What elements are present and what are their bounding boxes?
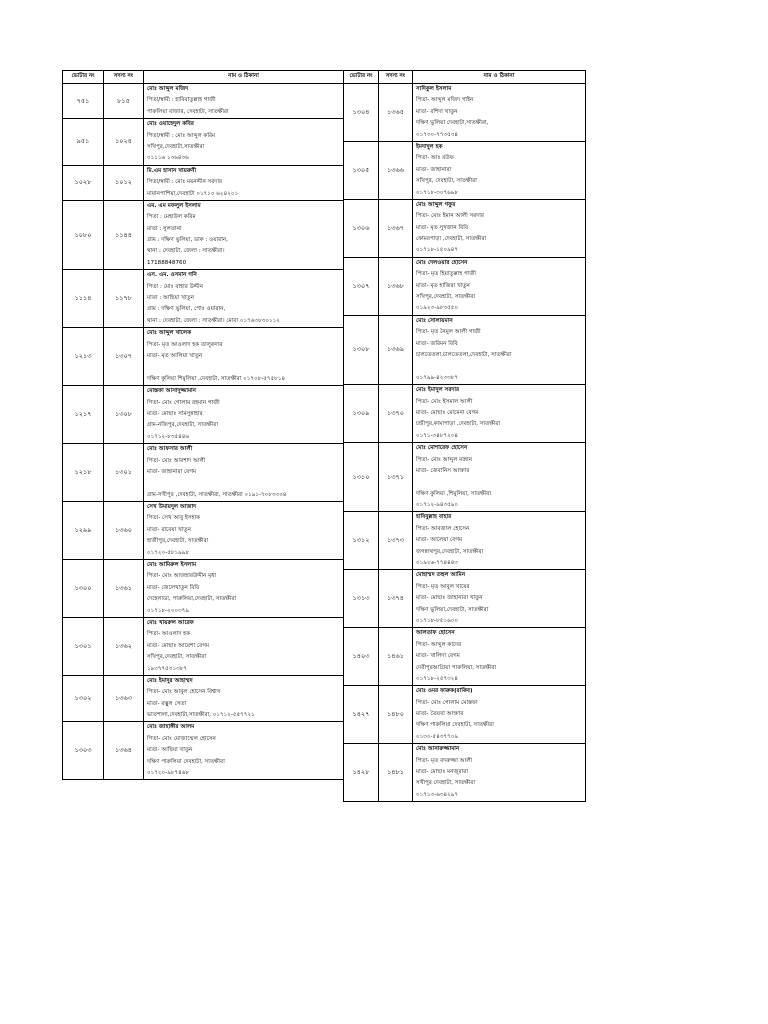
address-line: দক্ষিণ ভুলিয়া দেবহাটা,সাতক্ষীরা, <box>416 120 489 127</box>
address-line: সখিপুর,দেবহাটা, সাতক্ষীরা <box>416 294 476 301</box>
name-address-cell <box>413 141 586 199</box>
address-line: মাতা- তৈয়বা আক্তার <box>416 711 464 718</box>
address-line: পিতা- মোঃ আজহারউদ্দীন মৃধা <box>147 573 217 580</box>
address-line: গ্রাম : দক্ষিণ ভুলিয়া, পোঃ ওয়ারান, <box>147 306 226 313</box>
table-row <box>63 270 344 328</box>
address-line: গ্রাম : দক্ষিণ ভুলিয়া, ডাক : ওয়ারান, <box>147 237 228 244</box>
member-name: মোহাম্মদ তহুল আমিন <box>416 572 466 579</box>
name-address-cell <box>413 443 586 512</box>
table-row <box>344 141 586 199</box>
table-row <box>63 386 344 444</box>
name-address-cell <box>144 560 344 618</box>
address-line: ০১৭১৮-৮৫১৬০০ <box>416 617 458 624</box>
member-name: মোঃ জাহাঙ্গীর আলম <box>147 724 195 731</box>
address-line: পিতা- মোঃ গোলাম রহমান গাজী <box>147 399 220 406</box>
member-number: ১১৭৮ <box>104 270 144 328</box>
name-address-cell <box>144 722 344 780</box>
member-number: ১৪৮০ <box>379 686 413 744</box>
address-line <box>144 362 343 373</box>
address-line: পিতা/স্বামী : হাবিবাতুল্লাহ গাজী <box>147 97 216 104</box>
vote-number: ১৩০৮ <box>344 315 379 384</box>
address-line: ০১৭১৮-২০০৩৭৯ <box>147 607 189 614</box>
vote-number: ১৩০৪ <box>344 84 379 142</box>
address-line: মাতা- জেবানিস আক্তার <box>416 467 470 474</box>
address-line: ০১৭১২-৮৩৫৪৪৬ <box>147 433 189 440</box>
member-number: ১১৪৪ <box>104 200 144 269</box>
address-line: পিতা- মোঃ গোলাম মোস্তফা <box>416 699 478 706</box>
vote-number: ১৩০৯ <box>344 385 379 443</box>
address-line: ০১৭১-৩৪৮৭২০৪ <box>416 432 458 439</box>
member-number: ১৪৬১ <box>379 628 413 686</box>
name-address-cell <box>144 328 344 386</box>
address-line: মাতা- জরিমন বিবি <box>416 340 458 347</box>
member-name: মোঃ ওয়াহেদুল কবির <box>147 121 194 128</box>
address-line: সখিপুর,দেবহাটা, সাতক্ষীরা <box>147 654 207 661</box>
address-line: ০১৭৩০-৭৭৩৫৩৪ <box>416 131 459 138</box>
address-line <box>413 361 585 372</box>
address-line: পিতা- মৃত হিয়াতুল্লাহ গাজী <box>416 271 476 278</box>
member-number: ১৩৭৪ <box>379 570 413 628</box>
address-line: ০১৭২০-৯৮৭৪৬৮ <box>147 770 189 777</box>
address-line: মাতা- জাহানারা বেগম <box>147 468 197 475</box>
name-address-cell <box>144 444 344 502</box>
name-address-cell <box>144 200 344 269</box>
name-address-cell <box>144 84 344 119</box>
member-number: ১৩৬৬ <box>379 141 413 199</box>
table-row <box>63 722 344 780</box>
member-number: ১৩৬১ <box>104 560 144 618</box>
address-line: ০১৭১২-৯৪৩৫৯০ <box>416 502 458 509</box>
vote-number: ১৩০৩ <box>63 722 104 780</box>
address-line: দেহেলাডা, পারুলিয়া,দেবহাটা, সাতক্ষীরা <box>147 596 237 603</box>
name-address-cell <box>413 686 586 744</box>
address-line: চালতেতলা,চালতেতলা,দেবহাটা, সাতক্ষীরা <box>416 351 512 358</box>
address-line: দক্ষিণ কুলিয়া ,শিমুলিয়া, সাতক্ষীরা <box>416 490 491 497</box>
address-line: মাতা- জাহানারা <box>416 166 452 173</box>
address-line <box>144 478 343 489</box>
vote-number: ১৩০১ <box>63 617 104 675</box>
vote-number: ১৩১২ <box>344 512 379 570</box>
address-line: ০১৩০-৫৪৩৭৭০৯ <box>416 733 458 740</box>
address-line: ০১৭৯৯-৪২৩৩৮৭ <box>416 374 458 381</box>
address-line: পিতা- মৃত আওলাদ হক তালুকদার <box>147 341 223 348</box>
address-line: মাতা- আছিয়া খাতুন <box>147 747 193 754</box>
table-row <box>344 257 586 315</box>
header-row <box>63 71 344 84</box>
address-line: পিতা- আঃ রউফ <box>416 155 454 162</box>
address-line: দেবীপুরআগ্রিয়া পারুলিয়া, সাতক্ষীরা <box>416 664 497 671</box>
table-row <box>344 570 586 628</box>
address-line: মাতা- রশিদা খাতুন <box>416 108 458 115</box>
address-line: পিতা- আব্দুল মজিদ গাইন <box>416 97 474 104</box>
member-number: ১৩০১ <box>104 444 144 502</box>
table-row <box>63 200 344 269</box>
member-number: ১৩৭০ <box>379 385 413 443</box>
address-line: পিতা- মোঃ আরশাদ আলী <box>147 457 206 464</box>
address-line: মাতা : আছিয়া খাতুন <box>147 295 195 302</box>
address-line: মাতা : সুলতানা <box>147 225 182 232</box>
member-name: সেখ উমায়দুল আজাদ <box>147 504 197 511</box>
member-name: মোঃ ইমাদুর আহাম্মদ <box>147 677 193 684</box>
address-line: মাতা- রাবেয়া খাতুন <box>147 526 191 533</box>
vote-number: ১২১৭ <box>63 386 104 444</box>
address-line: মাতা- মোছাঃ জাহানারা খাতুন <box>416 595 483 602</box>
vote-number: ১৪০৩ <box>344 628 379 686</box>
name-address-cell <box>413 385 586 443</box>
table-row <box>63 328 344 386</box>
member-name: মোঃ ইমাদুল সরদার <box>416 387 460 394</box>
address-line: মাতা- আলেয়া বেগম <box>416 537 463 544</box>
name-address-cell <box>144 675 344 722</box>
member-number: ১৩৬৪ <box>104 722 144 780</box>
address-line: পিতা- মৃত নৈমুল আলী গাজী <box>416 329 481 336</box>
name-address-cell <box>413 257 586 315</box>
vote-number: ১৩০৬ <box>344 199 379 257</box>
vote-number: ১৩১০ <box>344 443 379 512</box>
vote-number: ৭৫১ <box>63 84 104 119</box>
table-row <box>344 315 586 384</box>
member-name: মোঃ আফসার আলী <box>147 446 193 453</box>
table-row <box>344 199 586 257</box>
address-line: মাতা- মোছাঃ মোমেনা বেগম <box>416 409 479 416</box>
member-number: ১৩৬৫ <box>379 84 413 142</box>
table-row <box>63 165 344 200</box>
vote-number: ১০৮০ <box>63 200 104 269</box>
member-name: এস. এম. ওসমান গনি <box>147 272 197 279</box>
address-line: দক্ষিণ ভুলিয়া,দেবহাটা, সাতক্ষীরা <box>416 606 489 613</box>
name-address-cell <box>413 512 586 570</box>
address-line: পিতা- মৃত আবুল খায়ের <box>416 583 470 590</box>
table-row <box>344 512 586 570</box>
name-address-header: নাম ও ঠিকানা <box>144 71 344 84</box>
address-line: পিতা/স্বামী : মোঃ আব্দুল করিম <box>147 132 216 139</box>
address-line: চন্ডীপুর,কামাপাড়া ,দেবহাটা, সাতক্ষীরা <box>416 421 501 428</box>
address-line: পিতা- মৃত বদরুজ্জা আলী <box>416 757 473 764</box>
address-line: 17188848760 <box>147 259 187 266</box>
name-address-cell <box>144 119 344 166</box>
address-line: মাতা- রত্নুল সেতা <box>147 700 187 707</box>
address-line: দক্ষিণ কুলিয়া শিমুলিয়া ,দেবহাটা, সাতক্ষীরা ০১৭০৮-৫৭৫৮১৪ <box>147 375 286 382</box>
name-address-cell <box>144 617 344 675</box>
address-line: সখিপুর, দেবহাটা, সাতক্ষীরা <box>416 178 477 185</box>
address-line: পিতা : মেহাউল করিম <box>147 214 196 221</box>
member-number: ১৩৬৮ <box>379 257 413 315</box>
member-name: মোঃ ওমর ফারুক(রাকিব) <box>416 688 473 695</box>
vote-number: ১০২৮ <box>63 165 104 200</box>
address-line: পিতা- আব্দুল কাদের <box>416 641 462 648</box>
vote-no-header: ভোটার নং <box>63 71 104 84</box>
address-line: পিতা- আবজাল হোসেন <box>416 525 470 532</box>
name-address-cell <box>413 199 586 257</box>
vote-number: ৯৫১ <box>63 119 104 166</box>
member-name: হাবিবুল্লাহ বাহার <box>416 514 452 521</box>
address-line: ০১১১৬ ১৩৬৪৩৬ <box>147 155 189 162</box>
vote-no-header: ভোটার নং <box>344 71 379 84</box>
member-name: সাদিকুল ইসলাম <box>416 86 452 92</box>
address-line: ০১৭১৮-১৫০৯৪৭ <box>416 247 458 254</box>
member-name: আলতাফ হোসেন <box>416 630 455 637</box>
member-no-header: সদস্য নং <box>104 71 144 84</box>
member-name: মোঃ খায়রুল আরেফ <box>147 619 194 626</box>
name-address-cell <box>413 84 586 142</box>
member-no-header: সদস্য নং <box>379 71 413 84</box>
address-line: পিতা- আওলাদ হক <box>147 631 191 638</box>
vote-number: ১৩০৫ <box>344 141 379 199</box>
table-row <box>63 84 344 119</box>
name-address-cell <box>413 628 586 686</box>
vote-number: ১৩০০ <box>63 560 104 618</box>
address-line <box>413 477 585 488</box>
address-line: ০১৭১৮-৩০৭৬৯৮ <box>416 189 458 196</box>
address-line: পিতা/স্বামী : মোঃ ময়নদ্দীন সরদার <box>147 179 223 186</box>
member-number: ১৩৭১ <box>379 443 413 512</box>
member-name: মোঃ আনারুজ্জামান <box>416 746 460 753</box>
member-name: মোঃ দেলওয়ার হোসেন <box>416 259 468 266</box>
member-number: ১৩৬৭ <box>379 199 413 257</box>
member-number: ১০১২ <box>104 165 144 200</box>
address-line: গ্রাম-সখীপুর ,দেবহাটা, সাতক্ষীরা, সাতক্ষীরা ০১৯১-৭০৮৩৩০৪ <box>147 491 287 498</box>
vote-number: ১৩০৭ <box>344 257 379 315</box>
member-name: মি.এম হাসান খায়রুনী <box>147 167 197 174</box>
member-number: ১৩৬২ <box>104 617 144 675</box>
address-line: মায়ানপাশিয়া,দেবহাটা ০১৭১০ ৬২৪২০১ <box>147 190 239 197</box>
vote-number: ১৪২৮ <box>344 744 379 802</box>
address-line: হাজীপুর,দেবহাটা, সাতক্ষীরা <box>147 538 209 545</box>
member-name: মোঃ মোশারেফ হোসেন <box>416 445 468 452</box>
address-line: পিতা- সেখ আবু ইসহাক <box>147 515 200 522</box>
name-address-cell <box>144 165 344 200</box>
address-line: থানা : দেবহাটা, জেলা : সাতক্ষীরা। <box>147 248 225 255</box>
address-line: পিতা- মোঃ মোজাম্মেল হোসেন <box>147 735 216 742</box>
address-line: পিতা- মোঃ আব্দুল মান্নান <box>416 456 473 463</box>
address-line: থানা : দেবহাটা, জেলা : সাতক্ষীরা। মোবা ০১৭৬৩৮৩০১১২ <box>147 317 280 324</box>
member-name: মোঃ আব্দুল মজিদ <box>147 86 189 92</box>
member-number: ১০২৪ <box>104 119 144 166</box>
vote-number: ১৩১৩ <box>344 570 379 628</box>
vote-number: ১২৯৯ <box>63 502 104 560</box>
member-number: ১৩৬৯ <box>379 315 413 384</box>
table-row <box>344 385 586 443</box>
address-line: মাতা- মোছাঃ আয়েশা বেগম <box>147 642 210 649</box>
voter-table-left <box>62 70 344 780</box>
address-line: ভাতশালা,দেবহাটা,সাতক্ষীরা, ০১৭১২-৫৫৭৭২১ <box>147 712 255 719</box>
address-line: মাতা- জেলেখাতুন বিবি <box>147 584 200 591</box>
member-name: মোস্তফা আসাদুজ্জামান <box>147 388 197 395</box>
address-line: পারুলিয়া বাজার, দেবহাটা, সাতক্ষীরা <box>147 108 229 115</box>
table-row <box>344 686 586 744</box>
table-row <box>63 502 344 560</box>
member-name: এম. এম মফলুল ইসলাম <box>147 202 201 209</box>
address-line: দক্ষিণ পারুলিয়া দেবহাটা, সাতক্ষীরা <box>147 758 225 765</box>
address-line: জগন্নাথপুর,দেবহাটা, সাতক্ষীরা <box>416 548 484 555</box>
header-row <box>344 71 586 84</box>
member-name: মোঃ আব্দুল গফুর <box>416 201 456 208</box>
member-number: ১৩০৭ <box>104 328 144 386</box>
address-line: মাতা- মৃত আলিয়া খাতুন <box>147 352 203 359</box>
address-line: মাতা- মোছাঃ মনজুরারা <box>416 769 468 776</box>
address-line: ০১৭১৮-২৫৭৩২৪ <box>416 675 458 682</box>
member-name: মোঃ আমিরুল ইসলাম <box>147 562 197 569</box>
member-number: ১৪৮১ <box>379 744 413 802</box>
address-line: ০১৯২৬-৭৭৪৪৪৩ <box>416 560 458 567</box>
member-name: ইমদাদুল হক <box>416 143 443 150</box>
vote-number: ১৩০২ <box>63 675 104 722</box>
name-address-cell <box>144 270 344 328</box>
table-row <box>344 628 586 686</box>
address-line: দক্ষিণ পারুলিয়া দেবহাটা, সাতক্ষীরা <box>416 722 494 729</box>
member-number: ১৩৭৩ <box>379 512 413 570</box>
table-row <box>63 617 344 675</box>
address-line: মাতা- মৃত সুখজান বিবি <box>416 224 468 231</box>
member-name: মোঃ সোলায়মান <box>416 317 453 324</box>
table-row <box>344 744 586 802</box>
member-name: মোঃ আব্দুল খালেক <box>147 330 192 337</box>
address-line: ০১৭২০-৫৮১৯৯৮ <box>147 549 189 556</box>
member-number: ১৩৬০ <box>104 502 144 560</box>
member-number: ১৩০৮ <box>104 386 144 444</box>
vote-number: ১২১৩ <box>63 328 104 386</box>
table-row <box>63 560 344 618</box>
address-line: গ্রাম-নজিপুর,দেবহাটা, সাতক্ষীরা <box>147 422 218 429</box>
name-address-header: নাম ও ঠিকানা <box>413 71 586 84</box>
name-address-cell <box>144 386 344 444</box>
address-line: ০১৭১৩-৬৩৪২৯৭ <box>416 791 458 798</box>
vote-number: ১৪২৭ <box>344 686 379 744</box>
address-line: ১৯৩৭৭৫৩১৩৮৭ <box>147 665 187 672</box>
vote-number: ১১১৪ <box>63 270 104 328</box>
member-number: ৮১৫ <box>104 84 144 119</box>
address-line: সখীপুর দেবহাটা, সাতক্ষীরা <box>416 780 476 787</box>
table-row <box>344 84 586 142</box>
table-row <box>63 675 344 722</box>
name-address-cell <box>413 570 586 628</box>
address-line: কোমরপাড়া ,দেবহাটা, সাতক্ষীরা <box>416 236 487 243</box>
address-line: মাতা- মৃত হাজিরা খাতুন <box>416 282 470 289</box>
address-line: ০১৯২৩-৯৮৩৫৫০ <box>416 305 458 312</box>
voter-table-right <box>343 70 586 802</box>
address-line: সখিপুর,দেবহাটা,সাতক্ষীরা <box>147 143 205 150</box>
name-address-cell <box>413 315 586 384</box>
address-line: পিতা : মোঃ বাহার উদ্দীন <box>147 283 204 290</box>
table-row <box>344 443 586 512</box>
table-row <box>63 119 344 166</box>
member-number: ১৩৬৩ <box>104 675 144 722</box>
address-line: পিতা- মোঃ আবুল হোসেন বিশ্বাস <box>147 689 221 696</box>
table-row <box>63 444 344 502</box>
address-line: মাতা- মোছাঃ সামসুন্নাহার <box>147 410 203 417</box>
address-line: পিতা- মোঃ ইসমাল আলী <box>416 398 473 405</box>
vote-number: ১২১৮ <box>63 444 104 502</box>
address-line: পিতা- মোঃ ইমান আলী সরদার <box>416 213 485 220</box>
address-line: মাতা- খালিদা বেগম <box>416 653 460 660</box>
name-address-cell <box>144 502 344 560</box>
name-address-cell <box>413 744 586 802</box>
